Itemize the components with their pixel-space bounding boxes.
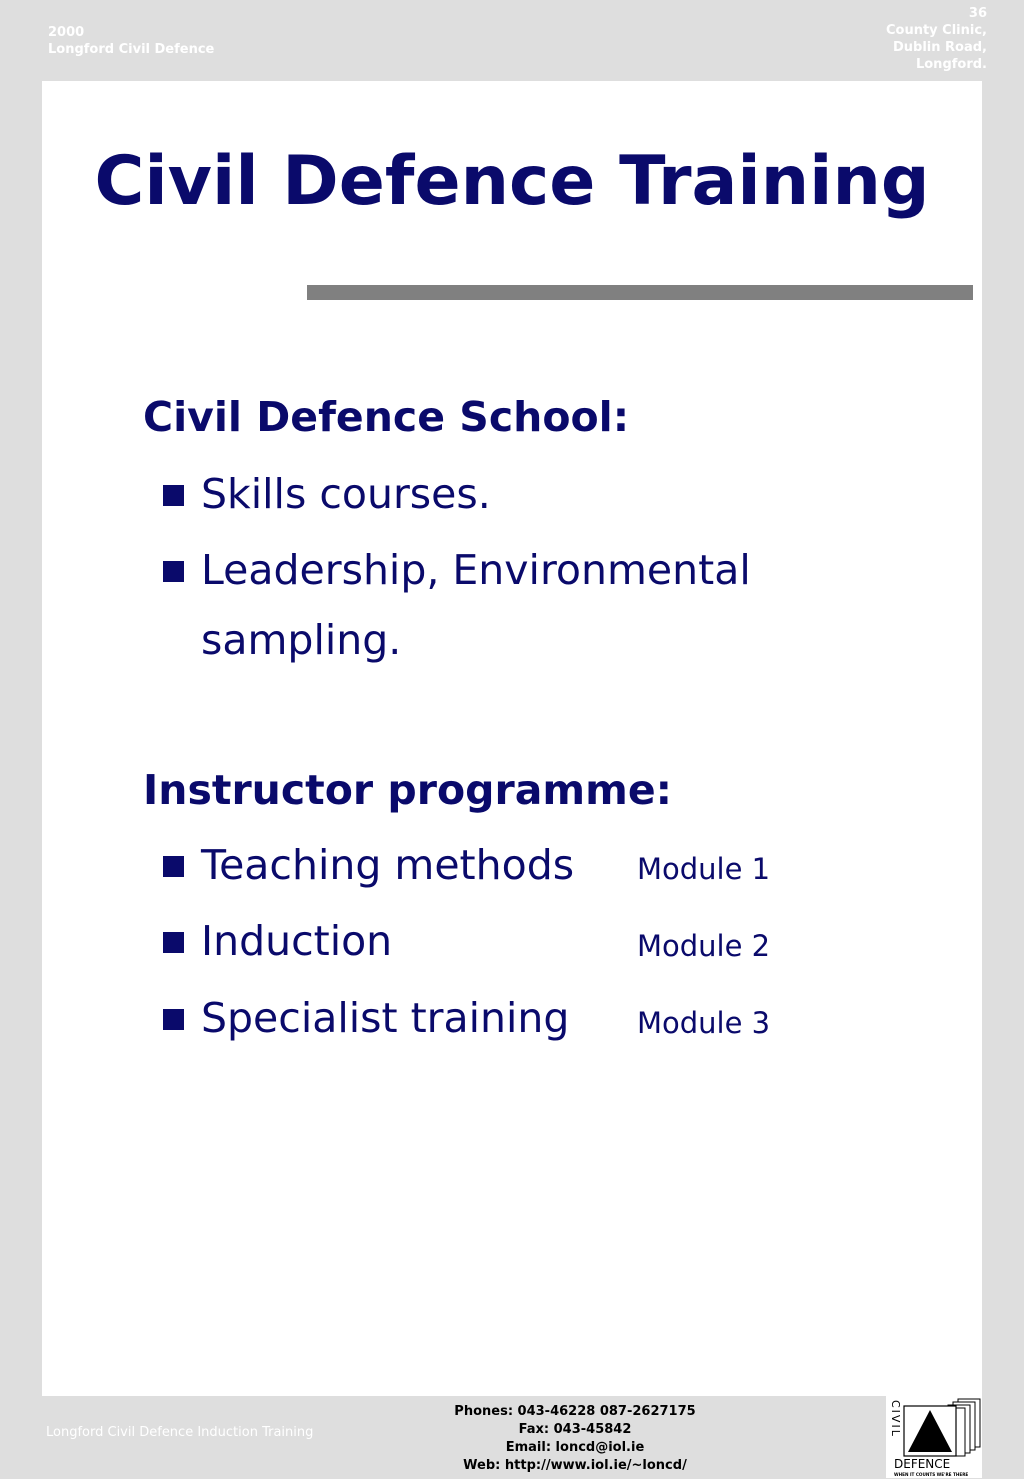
square-bullet-icon [163,561,184,582]
footer-phones: Phones: 043-46228 087-2627175 [454,1404,696,1419]
header-right [886,5,987,73]
civil-defence-logo-icon [886,1396,982,1478]
list-item-text: Teaching methods [201,841,575,889]
address-line-2: Dublin Road, [892,40,987,55]
section-heading-instructor: Instructor programme: [143,766,673,814]
list-item-text-continued: sampling. [201,616,402,664]
footer-course-name: Longford Civil Defence Induction Training [46,1425,314,1440]
square-bullet-icon [163,932,184,953]
list-item-text: Specialist training [201,994,570,1042]
header-year: 2000 [48,25,85,40]
square-bullet-icon [163,485,184,506]
title-rule [307,285,973,300]
footer-email: Email: loncd@iol.ie [505,1440,645,1455]
square-bullet-icon [163,856,184,877]
square-bullet-icon [163,1009,184,1030]
logo-tagline: WHEN IT COUNTS WE'RE THERE [894,1472,969,1477]
list-item-text: Induction [201,917,393,965]
section-heading-school: Civil Defence School: [143,393,630,441]
page-number: 36 [968,6,987,21]
footer-fax: Fax: 043-45842 [518,1422,632,1437]
module-label: Module 1 [637,852,771,886]
header-left [48,24,214,58]
module-label: Module 3 [637,1006,771,1040]
header-org: Longford Civil Defence [48,42,215,57]
logo-word: DEFENCE [894,1457,951,1471]
list-item-text: Skills courses. [201,470,491,518]
address-line-1: County Clinic, [885,23,987,38]
module-label: Module 2 [637,929,771,963]
footer-web: Web: http://www.iol.ie/~loncd/ [463,1458,687,1473]
footer-contact [430,1403,720,1475]
list-item-text: Leadership, Environmental [201,546,751,594]
logo-vertical-text: CIVIL [889,1400,902,1438]
slide-title: Civil Defence Training [94,142,930,221]
address-line-3: Longford. [915,57,987,72]
